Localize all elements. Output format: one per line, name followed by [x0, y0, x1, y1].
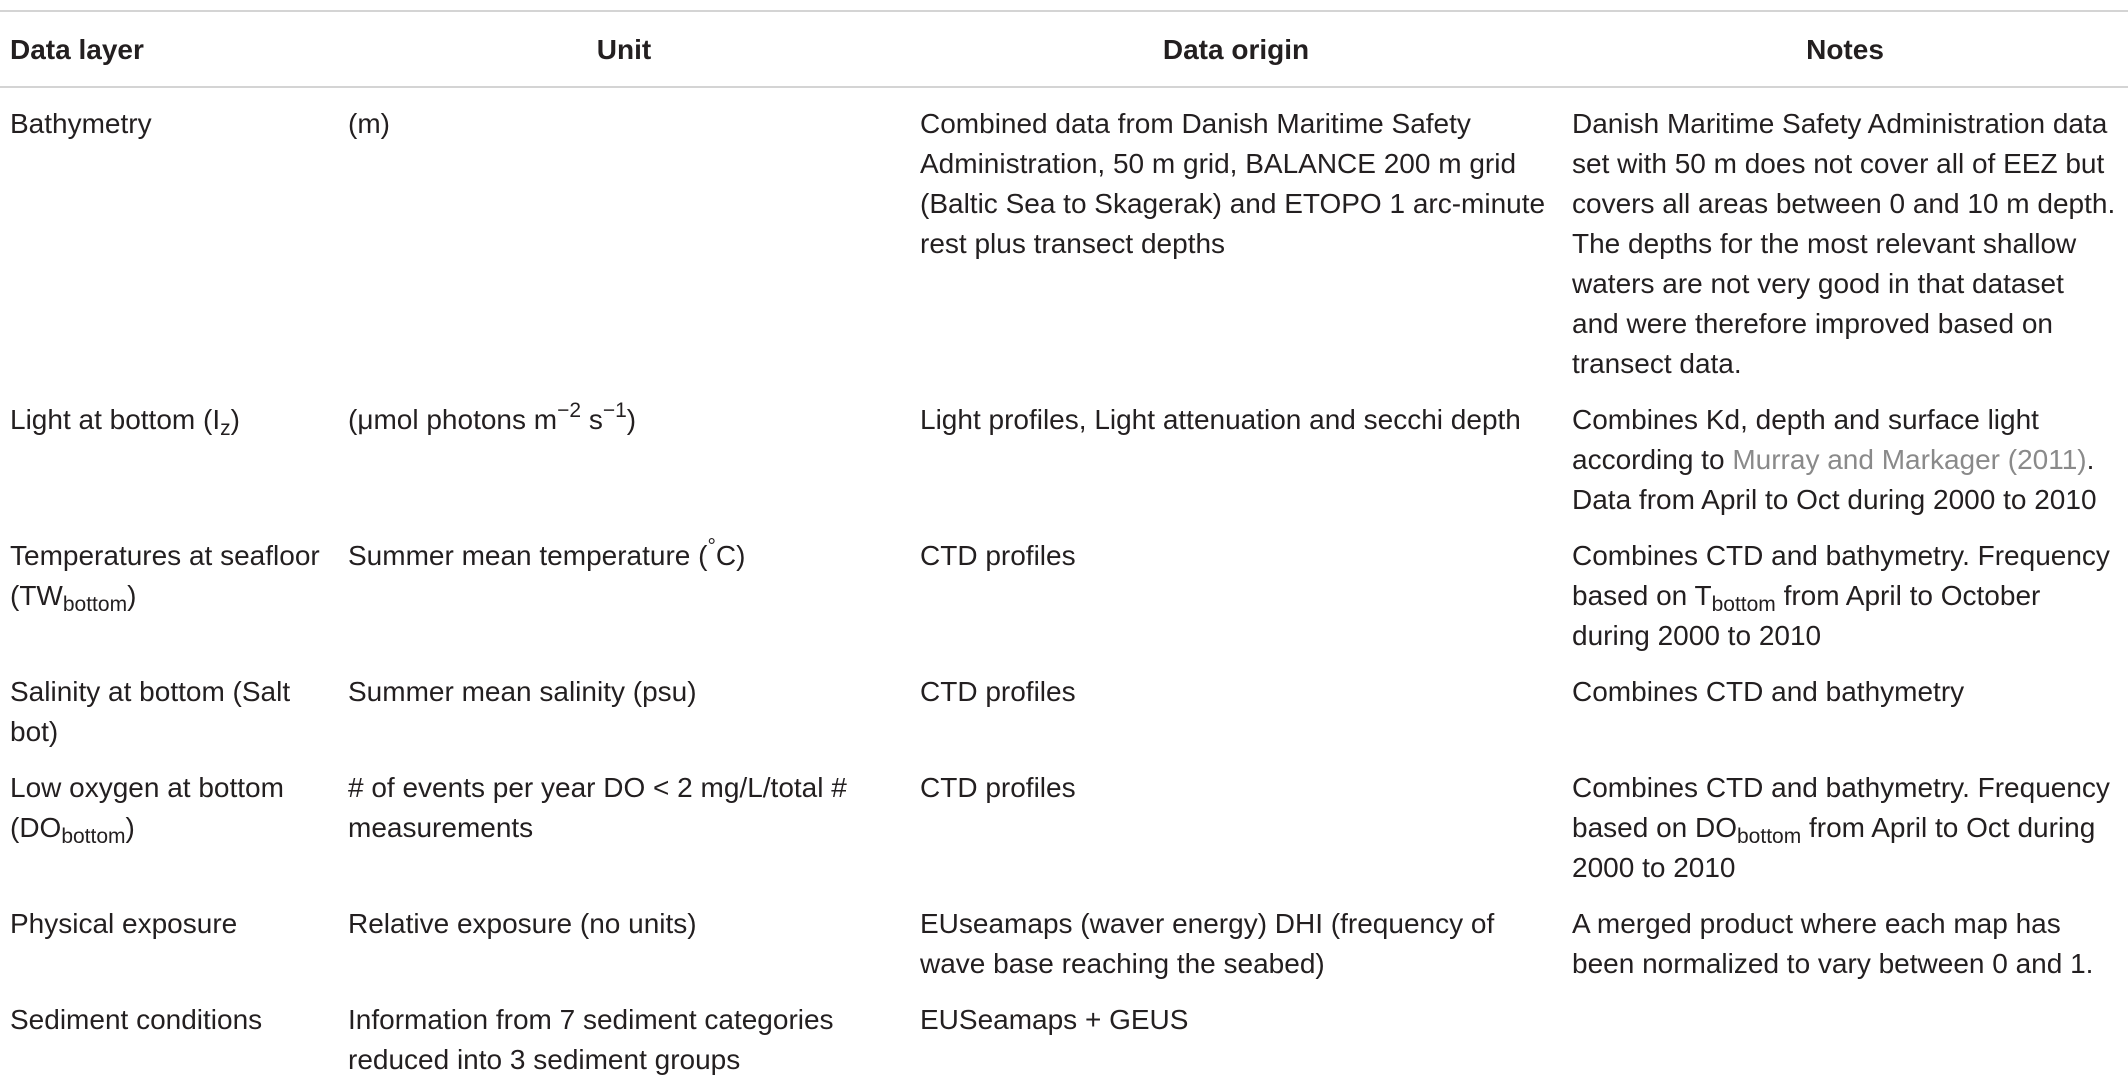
cell-origin: EUseamaps (waver energy) DHI (frequency of wave base reaching the seabed)	[920, 908, 1495, 979]
cell-unit: Summer mean temperature (°C)	[348, 535, 746, 571]
cell-notes: Combines CTD and bathymetry. Frequency based on $T_{bottom}$ from April to October during 2000 to 2010	[1572, 540, 2110, 651]
cell-notes: Combines CTD and bathymetry	[1572, 676, 1965, 707]
table-body	[0, 87, 2128, 1088]
table-row-temperature	[0, 528, 2128, 664]
cell-layer: Salinity at bottom (Salt bot)	[10, 676, 291, 747]
table-header	[0, 11, 2128, 87]
cell-notes: Combines CTD and bathymetry. Frequency based on $DO_{bottom}$ from April to Oct during 2000 to 2010	[1572, 772, 2110, 883]
header-data-origin: Data origin	[1162, 34, 1310, 65]
cell-origin: Light profiles, Light attenuation and secchi depth	[920, 404, 1521, 435]
cell-layer: Low oxygen at bottom $(DO_{bottom})$	[10, 772, 284, 848]
header-notes: Notes	[1806, 34, 1884, 65]
cell-origin: EUSeamaps + GEUS	[920, 1004, 1189, 1035]
header-row	[0, 11, 2128, 87]
cell-origin: Combined data from Danish Maritime Safety Administration, 50 m grid, BALANCE 200 m grid (Baltic Sea to Skagerak) and ETOPO 1 arc-minute rest plus transect depths	[920, 108, 1546, 259]
header-data-layer: Data layer	[10, 34, 144, 65]
table-row-bathymetry	[0, 87, 2128, 392]
citation-link[interactable]: Murray and Markager (2011)	[1732, 444, 2087, 475]
cell-notes: A merged product where each map has been normalized to vary between 0 and 1.	[1572, 908, 2094, 979]
cell-layer: Bathymetry	[10, 108, 152, 139]
table-row-salinity	[0, 664, 2128, 760]
cell-unit: (μmol photons $m^{-2}$ $s^{-1}$)	[348, 399, 637, 435]
cell-unit: Information from 7 sediment categories reduced into 3 sediment groups	[348, 1004, 834, 1075]
cell-unit: # of events per year DO < 2 mg/L/total # measurements	[348, 772, 847, 843]
data-layers-table-container	[0, 10, 2128, 1088]
table-row-exposure	[0, 896, 2128, 992]
cell-layer: Sediment conditions	[10, 1004, 263, 1035]
cell-notes	[1562, 992, 2128, 1088]
cell-unit: (m)	[348, 108, 390, 139]
cell-notes: Combines Kd, depth and surface light according to Murray and Markager (2011). Data from April to Oct during 2000 to 2010	[1572, 404, 2097, 515]
cell-unit: Relative exposure (no units)	[348, 908, 697, 939]
cell-notes: Danish Maritime Safety Administration data set with 50 m does not cover all of EEZ but covers all areas between 0 and 10 m depth. The depths for the most relevant shallow waters are not very good in that dataset and were therefore improved based on transect data.	[1572, 108, 2116, 379]
table-row-sediment	[0, 992, 2128, 1088]
table-row-oxygen	[0, 760, 2128, 896]
cell-layer: Temperatures at seafloor $(TW_{bottom})$	[10, 540, 320, 616]
cell-layer: Light at bottom $(I_z)$	[10, 404, 240, 440]
cell-origin: CTD profiles	[920, 772, 1076, 803]
table-row-light	[0, 392, 2128, 528]
cell-layer: Physical exposure	[10, 908, 238, 939]
cell-origin: CTD profiles	[920, 540, 1076, 571]
header-unit: Unit	[596, 34, 652, 65]
cell-origin: CTD profiles	[920, 676, 1076, 707]
cell-unit: Summer mean salinity (psu)	[348, 676, 697, 707]
data-layers-table	[0, 10, 2128, 1088]
